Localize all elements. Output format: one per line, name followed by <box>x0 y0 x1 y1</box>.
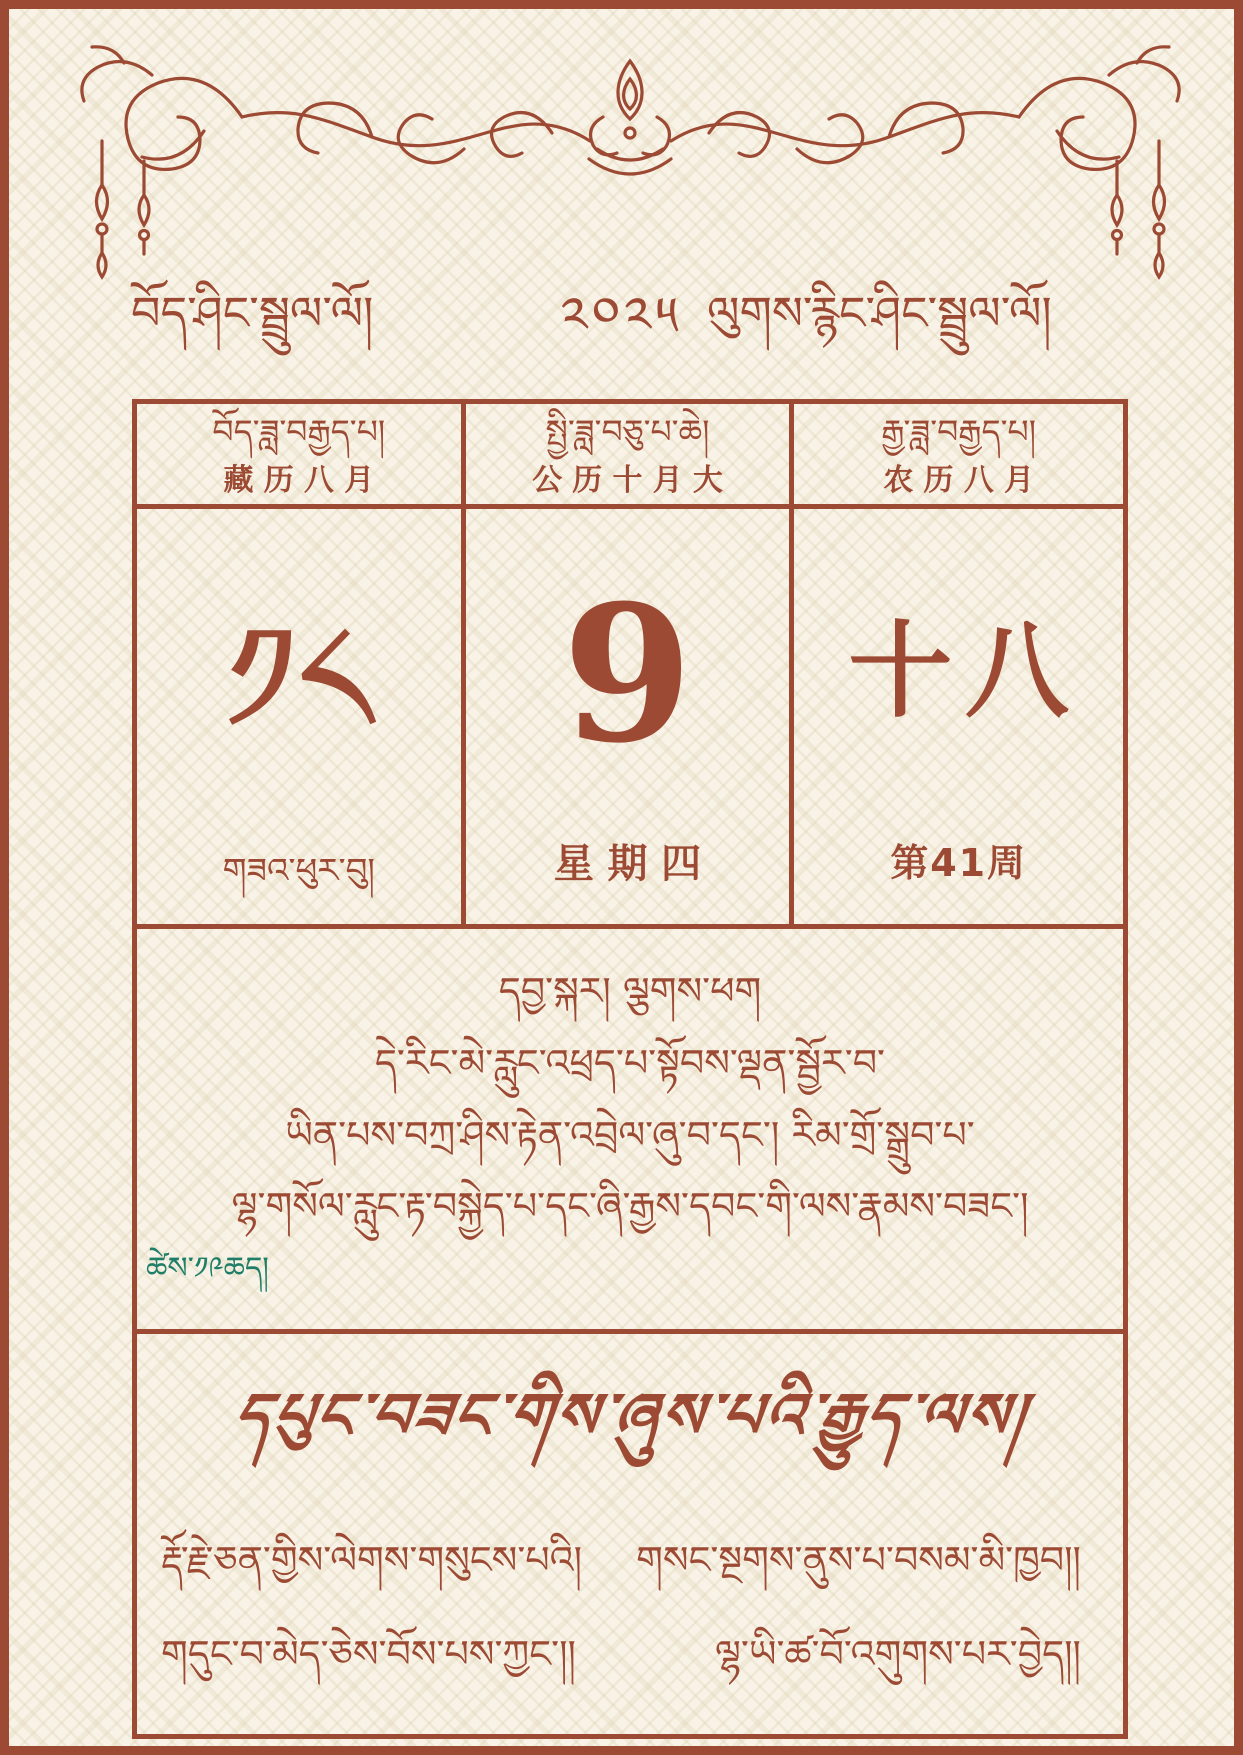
tibetan-year-name: བོད་ཤིང་སྦྲུལ་ལོ། <box>131 286 374 340</box>
verse-line-2 <box>137 1632 1123 1678</box>
weekday-chinese-label: 星期四 <box>553 841 715 887</box>
quote-source-calligraphy: དཔུང་བཟང་གིས་ཞུས་པའི་རྒྱུད་ལས། <box>229 1379 1031 1452</box>
year-number: ༢༠༢༥ <box>560 287 683 347</box>
quote-section <box>137 1334 1123 1734</box>
gregorian-month-label: སྤྱི་ཟླ་བཅུ་པ་ཆེ། <box>545 412 710 452</box>
tibetan-month-label: བོད་ཟླ་བརྒྱད་པ། <box>212 412 386 452</box>
astrology-section <box>137 929 1123 1334</box>
verse-line-2-right: ལྷ་ཡི་ཚ་བོ་འགུགས་པར་བྱེད།། <box>714 1631 1081 1676</box>
calendar-table <box>132 399 1128 1739</box>
year-header <box>9 257 1234 347</box>
verse-line-1 <box>137 1538 1123 1584</box>
astrology-element-line: དེ་རིང་མེ་རླུང་འཕྲད་པ་སྟོབས་ལྡན་སྦྱོར་བ་ <box>374 1040 886 1085</box>
gregorian-day-cell <box>466 509 795 929</box>
flaming-jewel-icon <box>589 61 671 174</box>
astrology-advice-line-2: ལྷ་གསོལ་རླུང་རྟ་བསྐྱེད་པ་དང་ཞི་རྒྱས་དབང་གི་ལས་རྣམས་བཟང་། <box>231 1184 1029 1229</box>
astrology-star-line: དབྱ་སྐར། ལྕགས་ཕག <box>498 969 762 1013</box>
gregorian-month-chinese-label: 公历十月大 <box>532 462 734 498</box>
tibetan-day-cell <box>137 509 466 929</box>
gregorian-day-number: 9 <box>562 563 693 785</box>
tibetan-month-header <box>137 404 466 509</box>
chinese-month-chinese-label: 农历八月 <box>883 462 1045 498</box>
chinese-month-label: རྒྱ་ཟླ་བརྒྱད་པ། <box>881 412 1037 452</box>
verse-line-1-left: རྡོ་རྗེ་ཅན་གྱིས་ལེགས་གསུངས་པའི། <box>161 1538 583 1583</box>
verse-line-2-left: གདུང་བ་མེད་ཅེས་བོས་པས་ཀྱང་།། <box>161 1631 576 1676</box>
astrology-advice-line-1: ཡིན་པས་བཀྲ་ཤིས་རྟེན་འབྲེལ་ཞུ་བ་དང་། རིམ་གྲོ་སྒྲུབ་པ་ <box>285 1112 975 1157</box>
verse-line-1-right: གསང་སྔགས་ནུས་པ་བསམ་མི་ཁྱབ།། <box>636 1538 1081 1583</box>
tibetan-weekday-label: གཟའ་ཕུར་བུ། <box>222 851 375 891</box>
tibetan-day-number: ༡༨ <box>224 593 374 768</box>
week-number-label: 第41周 <box>890 841 1027 885</box>
gregorian-month-header <box>466 404 795 509</box>
lunar-day-cell <box>794 509 1123 929</box>
lunar-year-name: ལུགས་རྙིང་ཤིང་སྦྲུལ་ལོ། <box>707 286 1052 340</box>
lunar-day-number: 十八 <box>848 609 1082 732</box>
lotus-scroll-ornament <box>9 21 1243 281</box>
omitted-day-note: ཚེས་༡༩ཆད། <box>146 1251 269 1286</box>
chinese-month-header <box>794 404 1123 509</box>
tibetan-month-chinese-label: 藏历八月 <box>223 462 385 498</box>
